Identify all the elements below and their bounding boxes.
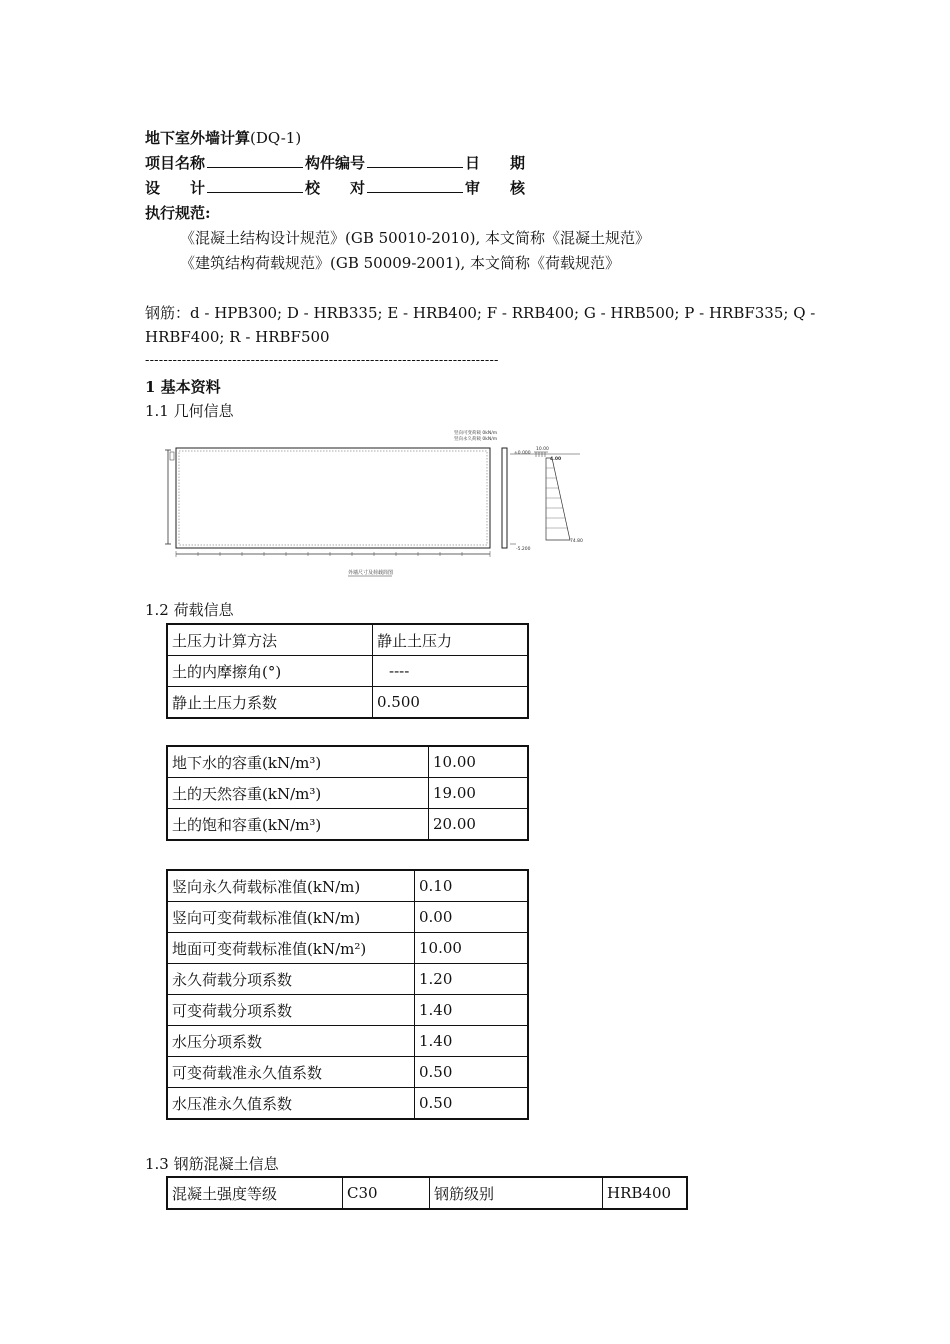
table-cell: 0.00: [415, 902, 529, 933]
load-info-title: 1.2 荷载信息: [145, 601, 234, 619]
table-row: [167, 809, 528, 841]
table-cell: 10.00: [415, 933, 529, 964]
table-row: [167, 1057, 528, 1088]
table-cell: 永久荷载分项系数: [167, 964, 415, 995]
table-cell: 土的内摩擦角(°): [167, 656, 373, 687]
table-cell: 0.10: [415, 870, 529, 902]
table-cell: 19.00: [429, 778, 529, 809]
table-cell: 0.50: [415, 1057, 529, 1088]
table-cell: 水压准永久值系数: [167, 1088, 415, 1120]
table-cell: 可变荷载准永久值系数: [167, 1057, 415, 1088]
table-cell: C30: [343, 1177, 430, 1209]
table-cell: 静止土压力: [373, 624, 529, 656]
table-row: [167, 746, 528, 778]
table-row: [167, 624, 528, 656]
table-cell: 钢筋级别: [430, 1177, 603, 1209]
table-row: [167, 1088, 528, 1120]
table-cell: 0.50: [415, 1088, 529, 1120]
signoff-row: [145, 178, 525, 198]
title-text: 地下室外墙计算: [145, 129, 251, 147]
diagram-caption: 外墙尺寸及荷载简图: [348, 570, 394, 576]
table-cell: 水压分项系数: [167, 1026, 415, 1057]
soil-weight-table: [166, 745, 529, 841]
table-cell: 1.20: [415, 964, 529, 995]
divider-line: -----------------------------------------------------------------------------: [145, 353, 499, 368]
check-label: 校 对: [305, 179, 366, 197]
table-cell: 混凝土强度等级: [167, 1177, 343, 1209]
diagram-top-pressure: 4.00: [550, 457, 562, 462]
table-row: [167, 933, 528, 964]
table-cell: 10.00: [429, 746, 529, 778]
wall-load-diagram: [160, 424, 590, 584]
table-cell: 竖向永久荷载标准值(kN/m): [167, 870, 415, 902]
check-blank[interactable]: [367, 178, 463, 193]
diagram-top-label-2: 竖向永久荷载 0kN/m: [454, 437, 498, 442]
table-cell: 0.500: [373, 687, 529, 719]
document-title: [145, 128, 301, 148]
design-blank[interactable]: [207, 178, 303, 193]
table-row: [167, 995, 528, 1026]
project-info-row: [145, 153, 525, 173]
component-label: 构件编号: [305, 154, 366, 172]
design-label: 设 计: [145, 179, 206, 197]
table-cell: 土的天然容重(kN/m³): [167, 778, 429, 809]
geometry-title: 1.1 几何信息: [145, 402, 234, 420]
table-row: [167, 1177, 687, 1209]
table-cell: ----: [373, 656, 529, 687]
table-row: [167, 1026, 528, 1057]
project-blank[interactable]: [207, 153, 303, 168]
rebar-line-2: HRBF400; R - HRBF500: [145, 328, 330, 346]
table-cell: HRB400: [603, 1177, 688, 1209]
table-row: [167, 656, 528, 687]
diagram-bottom-level: -5.200: [516, 547, 531, 552]
load-factor-table: [166, 869, 529, 1120]
soil-pressure-table: [166, 623, 529, 719]
table-cell: 1.40: [415, 1026, 529, 1057]
rebar-line-1: 钢筋：d - HPB300; D - HRB335; E - HRB400; F - RRB400; G - HRB500; P - HRBF335; Q -: [145, 304, 816, 322]
review-label: 审 核: [465, 179, 526, 197]
diagram-top-label-1: 竖向可变荷载 0kN/m: [454, 431, 498, 436]
table-cell: 地下水的容重(kN/m³): [167, 746, 429, 778]
table-row: [167, 687, 528, 719]
table-cell: 静止土压力系数: [167, 687, 373, 719]
table-cell: 可变荷载分项系数: [167, 995, 415, 1026]
date-label: 日 期: [465, 154, 526, 172]
code-item-concrete: 《混凝土结构设计规范》(GB 50010-2010), 本文简称《混凝土规范》: [180, 229, 650, 247]
project-label: 项目名称: [145, 154, 206, 172]
codes-label: 执行规范:: [145, 204, 211, 222]
table-row: [167, 870, 528, 902]
table-cell: 1.40: [415, 995, 529, 1026]
table-cell: 地面可变荷载标准值(kN/m²): [167, 933, 415, 964]
diagram-ground-level: ±0.000: [514, 451, 531, 456]
section-1-title: 1 基本资料: [145, 378, 221, 396]
concrete-info-table: [166, 1176, 688, 1210]
table-row: [167, 964, 528, 995]
title-suffix: (DQ-1): [250, 129, 302, 147]
component-blank[interactable]: [367, 153, 463, 168]
diagram-bottom-pressure: 74.80: [570, 539, 583, 544]
table-row: [167, 902, 528, 933]
table-cell: 土压力计算方法: [167, 624, 373, 656]
diagram-surface-load: 10.00: [536, 447, 549, 452]
table-row: [167, 778, 528, 809]
table-cell: 竖向可变荷载标准值(kN/m): [167, 902, 415, 933]
table-cell: 土的饱和容重(kN/m³): [167, 809, 429, 841]
table-cell: 20.00: [429, 809, 529, 841]
concrete-info-title: 1.3 钢筋混凝土信息: [145, 1155, 279, 1173]
code-item-load: 《建筑结构荷载规范》(GB 50009-2001), 本文简称《荷载规范》: [180, 254, 620, 272]
